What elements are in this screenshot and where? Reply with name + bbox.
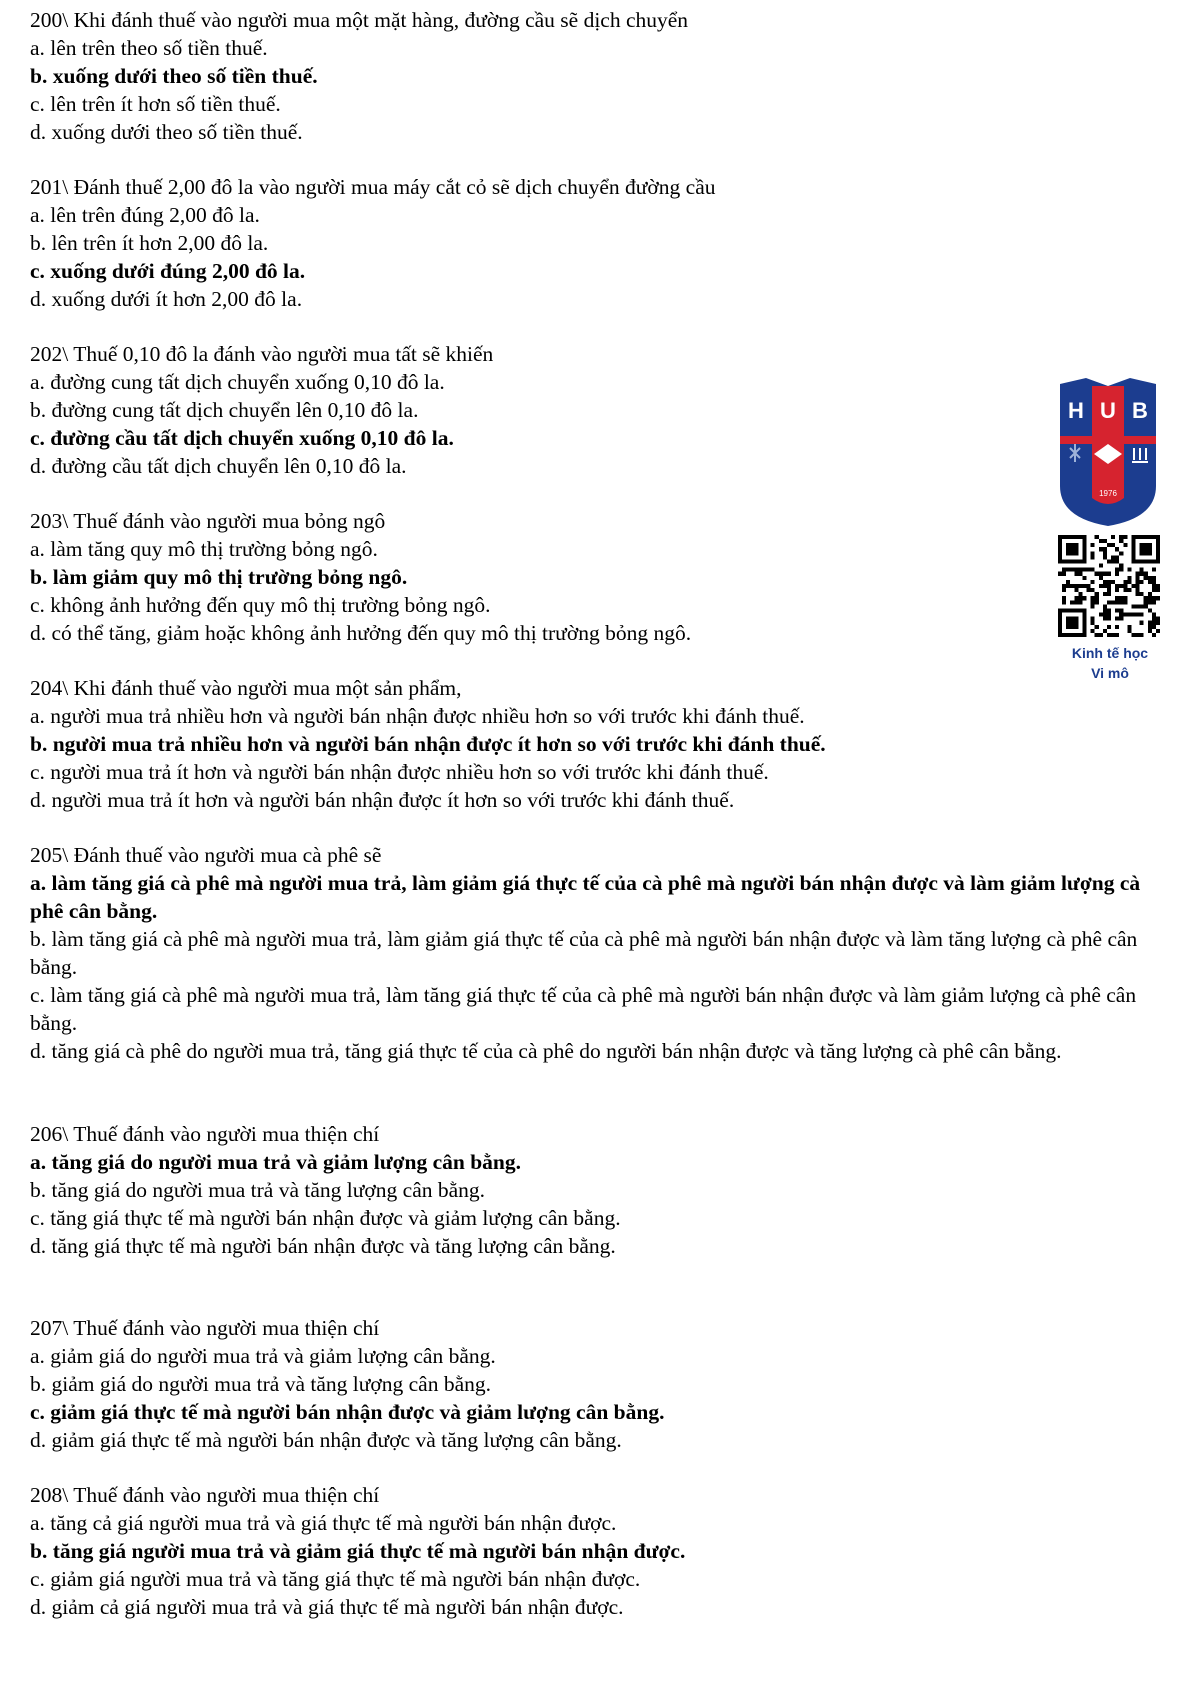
text-line: 202\ Thuế 0,10 đô la đánh vào người mua tất sẽ khiến [30,342,494,366]
text-line: b. tăng giá do người mua trả và tăng lượng cân bằng. [30,1178,486,1202]
logo-year: 1976 [1099,489,1117,498]
text-line: c. làm tăng giá cà phê mà người mua trả, làm tăng giá thực tế của cà phê mà người bán nhận được và làm giảm lượng cà phê cân bằng. [30,983,1137,1035]
text-line: a. đường cung tất dịch chuyển xuống 0,10 đô la. [30,370,445,394]
text-line: d. giảm giá thực tế mà người bán nhận được và tăng lượng cân bằng. [30,1428,622,1452]
text-line: a. lên trên đúng 2,00 đô la. [30,203,260,227]
text-line: 204\ Khi đánh thuế vào người mua một sản phẩm, [30,676,462,700]
text-line: b. đường cung tất dịch chuyển lên 0,10 đô la. [30,398,419,422]
logo-letter-b: B [1132,398,1148,423]
text-line: a. tăng cả giá người mua trả và giá thực tế mà người bán nhận được. [30,1511,617,1535]
text-line: b. lên trên ít hơn 2,00 đô la. [30,231,269,255]
text-line: c. giảm giá thực tế mà người bán nhận được và giảm lượng cân bằng. [30,1400,665,1424]
text-line: a. tăng giá do người mua trả và giảm lượng cân bằng. [30,1150,522,1174]
text-line: d. giảm cả giá người mua trả và giá thực tế mà người bán nhận được. [30,1595,624,1619]
text-line: c. tăng giá thực tế mà người bán nhận được và giảm lượng cân bằng. [30,1206,621,1230]
text-line: c. giảm giá người mua trả và tăng giá thực tế mà người bán nhận được. [30,1567,641,1591]
logo-letter-h: H [1068,398,1084,423]
text-line: d. có thể tăng, giảm hoặc không ảnh hưởng đến quy mô thị trường bỏng ngô. [30,621,692,645]
text-line: b. tăng giá người mua trả và giảm giá thực tế mà người bán nhận được. [30,1539,686,1563]
subject-label-line2: Vi mô [1091,665,1129,681]
text-line: d. xuống dưới ít hơn 2,00 đô la. [30,287,303,311]
text-line: 205\ Đánh thuế vào người mua cà phê sẽ [30,843,382,867]
text-line: 203\ Thuế đánh vào người mua bỏng ngô [30,509,386,533]
text-line: d. người mua trả ít hơn và người bán nhận được ít hơn so với trước khi đánh thuế. [30,788,735,812]
text-line: b. làm giảm quy mô thị trường bỏng ngô. [30,565,408,589]
text-line: c. không ảnh hưởng đến quy mô thị trường bỏng ngô. [30,593,491,617]
text-line: c. người mua trả ít hơn và người bán nhận được nhiều hơn so với trước khi đánh thuế. [30,760,769,784]
text-line: a. lên trên theo số tiền thuế. [30,36,268,60]
text-line: d. xuống dưới theo số tiền thuế. [30,120,303,144]
text-line: 201\ Đánh thuế 2,00 đô la vào người mua máy cắt cỏ sẽ dịch chuyển đường cầu [30,175,716,199]
text-line: d. đường cầu tất dịch chuyển lên 0,10 đô la. [30,454,407,478]
text-line: 207\ Thuế đánh vào người mua thiện chí [30,1316,380,1340]
text-line: c. lên trên ít hơn số tiền thuế. [30,92,281,116]
text-line: b. người mua trả nhiều hơn và người bán nhận được ít hơn so với trước khi đánh thuế. [30,732,826,756]
qr-code-icon [1058,535,1160,637]
text-line: 208\ Thuế đánh vào người mua thiện chí [30,1483,380,1507]
text-line: c. đường cầu tất dịch chuyển xuống 0,10 đô la. [30,426,454,450]
hub-logo [1058,378,1158,528]
text-line: a. làm tăng quy mô thị trường bỏng ngô. [30,537,378,561]
text-line: b. làm tăng giá cà phê mà người mua trả, làm giảm giá thực tế của cà phê mà người bán nhận được và làm tăng lượng cà phê cân bằng. [30,927,1138,979]
text-line: d. tăng giá cà phê do người mua trả, tăng giá thực tế của cà phê do người bán nhận được và tăng lượng cà phê cân bằng. [30,1039,1062,1063]
text-line: c. xuống dưới đúng 2,00 đô la. [30,259,306,283]
subject-label-line1: Kinh tế học [1071,645,1149,661]
text-line: b. giảm giá do người mua trả và tăng lượng cân bằng. [30,1372,492,1396]
text-line: a. làm tăng giá cà phê mà người mua trả, làm giảm giá thực tế của cà phê mà người bán nhận được và làm giảm lượng cà phê cân bằng. [30,871,1141,923]
text-line: 206\ Thuế đánh vào người mua thiện chí [30,1122,380,1146]
logo-letter-u: U [1100,398,1116,423]
text-line: a. giảm giá do người mua trả và giảm lượng cân bằng. [30,1344,496,1368]
text-line: d. tăng giá thực tế mà người bán nhận được và tăng lượng cân bằng. [30,1234,616,1258]
text-line: 200\ Khi đánh thuế vào người mua một mặt hàng, đường cầu sẽ dịch chuyển [30,8,689,32]
text-line: b. xuống dưới theo số tiền thuế. [30,64,318,88]
text-line: a. người mua trả nhiều hơn và người bán nhận được nhiều hơn so với trước khi đánh thuế. [30,704,805,728]
